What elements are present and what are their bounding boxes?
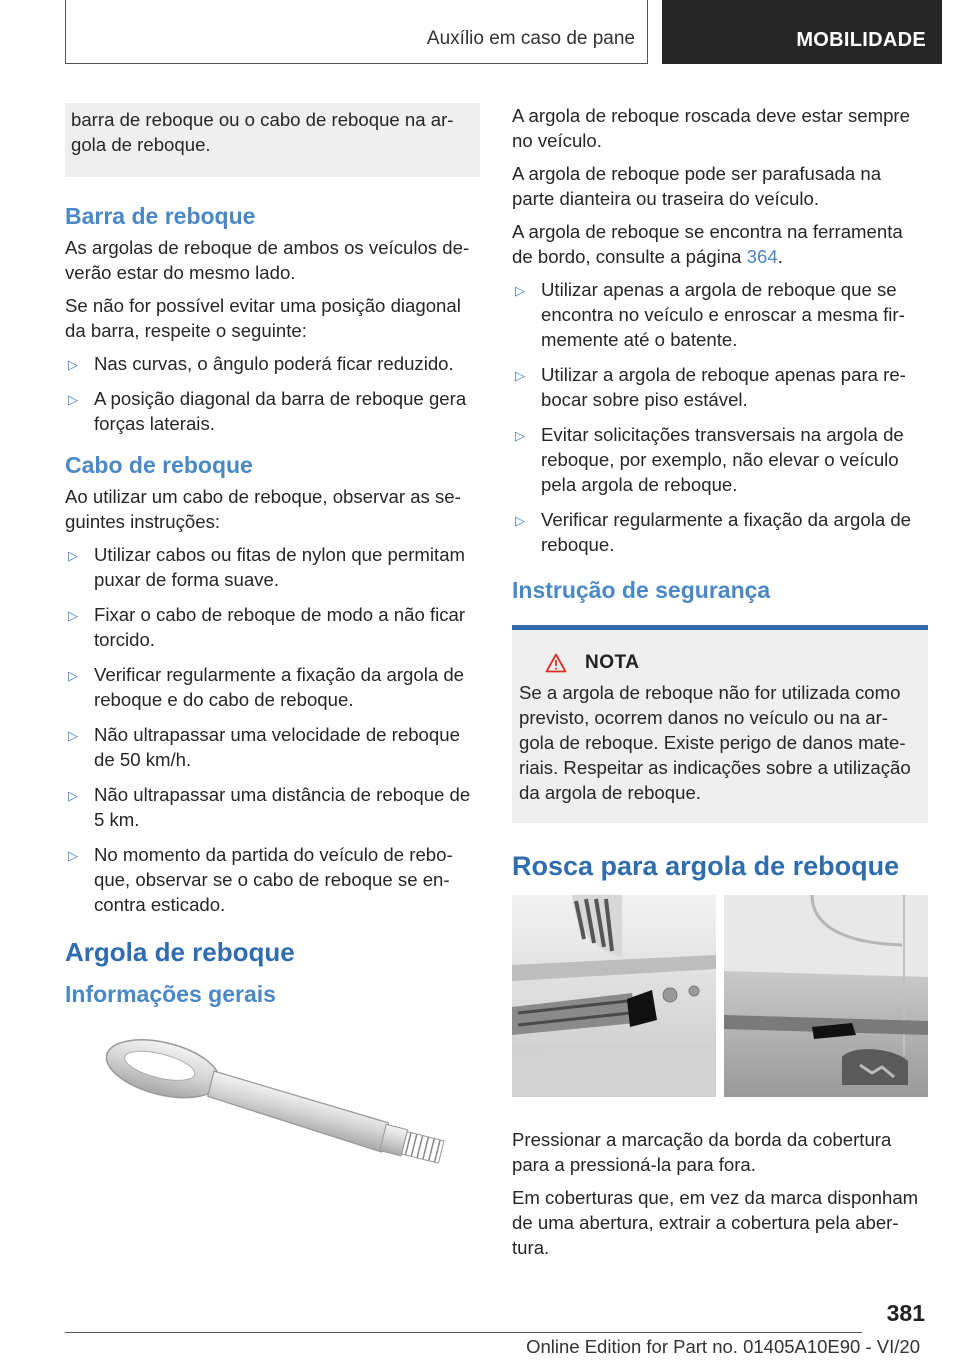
- paragraph-text: .: [777, 246, 783, 267]
- triangle-bullet-icon: ▷: [68, 668, 78, 683]
- list-item-text: Nas curvas, o ângulo poderá ficar reduzido.: [94, 353, 454, 374]
- triangle-bullet-icon: ▷: [515, 513, 525, 528]
- list-item: [65, 602, 480, 652]
- note-text: Se a argola de reboque não for utilizada como previsto, ocorrem danos no veículo ou na ar-gola de reboque. Existe perigo de danos mate-riais. Respeitar as indicações sobre a utilização da argola de reboque.: [519, 682, 911, 803]
- tow-eye-paragraph-1: A argola de reboque roscada deve estar sempre no veículo.: [512, 105, 910, 151]
- note-box: [512, 625, 928, 823]
- list-item: [65, 842, 480, 917]
- list-item-text: Utilizar a argola de reboque apenas para re-bocar sobre piso estável.: [541, 364, 906, 410]
- list-item: [512, 422, 928, 497]
- list-item: [65, 782, 480, 832]
- list-item-text: A posição diagonal da barra de reboque gera forças laterais.: [94, 388, 467, 434]
- safety-heading: Instrução de segurança: [512, 577, 771, 603]
- triangle-bullet-icon: ▷: [68, 608, 78, 623]
- tow-bar-heading: Barra de reboque: [65, 203, 256, 229]
- tow-eye-paragraph-3: [512, 219, 928, 269]
- triangle-bullet-icon: ▷: [68, 357, 78, 372]
- list-item: [65, 662, 480, 712]
- list-item-text: No momento da partida do veículo de rebo-que, observar se o cabo de reboque se en-contra esticado.: [94, 844, 453, 915]
- list-item: [512, 507, 928, 557]
- list-item: [65, 351, 480, 376]
- list-item: [65, 386, 480, 436]
- list-item-text: Não ultrapassar uma velocidade de reboque de 50 km/h.: [94, 724, 460, 770]
- tow-cable-list: [65, 542, 480, 917]
- edition-text: Online Edition for Part no. 01405A10E90 - VI/20: [526, 1336, 920, 1357]
- thread-paragraph-2: Em coberturas que, em vez da marca disponham de uma abertura, extrair a cobertura pela aber-tura.: [512, 1187, 919, 1258]
- thread-paragraph-1: Pressionar a marcação da borda da cobertura para a pressioná-la para fora.: [512, 1129, 892, 1175]
- tow-eye-list: [512, 277, 928, 557]
- list-item-text: Verificar regularmente a fixação da argola de reboque.: [541, 509, 912, 555]
- list-item: [65, 542, 480, 592]
- triangle-bullet-icon: ▷: [515, 368, 525, 383]
- triangle-bullet-icon: ▷: [68, 392, 78, 407]
- footer-divider: [65, 1332, 862, 1333]
- list-item: [512, 277, 928, 352]
- thread-heading: Rosca para argola de reboque: [512, 851, 900, 881]
- list-item: [512, 362, 928, 412]
- tow-bar-paragraph-2: Se não for possível evitar uma posição diagonal da barra, respeite o seguinte:: [65, 295, 461, 341]
- note-title: NOTA: [585, 652, 640, 673]
- page-number: 381: [886, 1300, 925, 1326]
- list-item: [65, 722, 480, 772]
- list-item-text: Utilizar apenas a argola de reboque que se encontra no veículo e enroscar a mesma fir-memente até o batente.: [541, 279, 905, 350]
- tow-eye-general-heading: Informações gerais: [65, 981, 276, 1007]
- warning-triangle-icon: [545, 653, 567, 673]
- tow-eye-heading: Argola de reboque: [65, 937, 295, 967]
- list-item-text: Verificar regularmente a fixação da argola de reboque e do cabo de reboque.: [94, 664, 465, 710]
- triangle-bullet-icon: ▷: [515, 283, 525, 298]
- triangle-bullet-icon: ▷: [68, 788, 78, 803]
- triangle-bullet-icon: ▷: [68, 548, 78, 563]
- left-column: [65, 103, 480, 1223]
- header-chapter-tab: [662, 0, 942, 64]
- paragraph-text: A argola de reboque se encontra na ferramenta de bordo, consulte a página: [512, 221, 903, 267]
- right-column: [512, 103, 928, 1268]
- list-item-text: Evitar solicitações transversais na argola de reboque, por exemplo, não elevar o veículo pela argola de reboque.: [541, 424, 904, 495]
- header-section-tab: [65, 0, 648, 64]
- note-header: [519, 652, 918, 674]
- triangle-bullet-icon: ▷: [68, 728, 78, 743]
- tow-eye-paragraph-2: A argola de reboque pode ser parafusada na parte dianteira ou traseira do veículo.: [512, 163, 882, 209]
- tow-cable-heading: Cabo de reboque: [65, 452, 253, 478]
- list-item-text: Não ultrapassar uma distância de reboque de 5 km.: [94, 784, 471, 830]
- continuation-box: [65, 103, 480, 177]
- header-section-title: Auxílio em caso de pane: [426, 28, 635, 49]
- continuation-text: barra de reboque ou o cabo de reboque na ar-gola de reboque.: [71, 109, 454, 155]
- page-reference-link[interactable]: 364: [746, 246, 778, 267]
- list-item-text: Fixar o cabo de reboque de modo a não ficar torcido.: [94, 604, 466, 650]
- header-chapter-title: MOBILIDADE: [796, 29, 926, 51]
- triangle-bullet-icon: ▷: [515, 428, 525, 443]
- tow-eye-image: [65, 1023, 480, 1223]
- tow-bar-paragraph-1: As argolas de reboque de ambos os veículos de-verão estar do mesmo lado.: [65, 237, 470, 283]
- tow-eye-thread-image: [512, 895, 928, 1097]
- triangle-bullet-icon: ▷: [68, 848, 78, 863]
- tow-bar-list: [65, 351, 480, 436]
- tow-cable-paragraph: Ao utilizar um cabo de reboque, observar as se-guintes instruções:: [65, 486, 461, 532]
- list-item-text: Utilizar cabos ou fitas de nylon que permitam puxar de forma suave.: [94, 544, 466, 590]
